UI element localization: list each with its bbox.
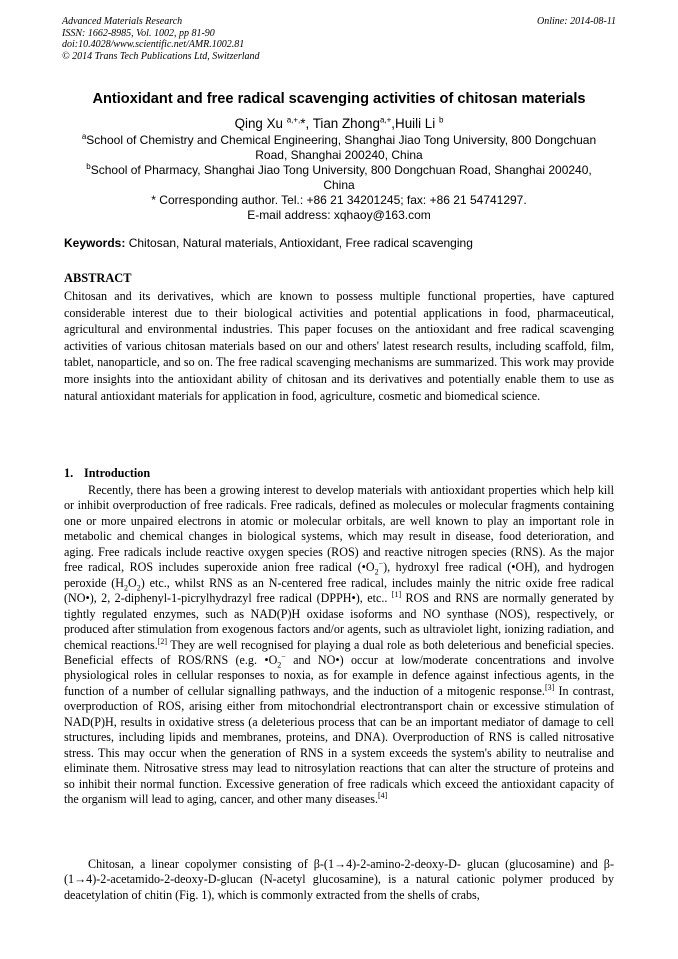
paragraph-text: and NO•) occur at low/moderate concentrations and involve physiological roles in cellular responses to noxia, as for example in defence against infectious agents, in the function of a number of cellular signalling pathways, and the induction of a mitogenic response. xyxy=(64,652,614,698)
paper-title: Antioxidant and free radical scavenging activities of chitosan materials xyxy=(92,91,586,107)
affiliation-text: School of Pharmacy, Shanghai Jiao Tong University, 800 Dongchuan Road, Shanghai 200240, xyxy=(90,163,592,177)
corresponding-author: * Corresponding author. Tel.: +86 21 34201245; fax: +86 21 54741297. xyxy=(151,193,527,207)
intro-paragraph-1 xyxy=(64,483,614,808)
paragraph-text: Recently, there has been a growing interest to develop materials with antioxidant properties which help kill or inhibit overproduction of free radicals. Free radicals, defined as molecules or molecular fragments containing one or more unpaired electrons in atomic or molecular orbitals, are well known to play an important role in metabolic and chemical changes in biological systems, which may result in disease, food deterioration, and aging. Free radicals include reactive oxygen species (ROS) and reactive nitrogen species (RNS). As the major free radical, ROS includes superoxide anion free radical (•O xyxy=(64,483,614,575)
paragraph-text: ), hydroxyl free radical (•OH), and hydrogen peroxide (H xyxy=(64,560,615,590)
author-name: Qing Xu xyxy=(234,116,287,131)
paragraph-text: They are well recognised for playing a dual role as both deleterious and beneficial species. Beneficial effects of ROS/RNS (e.g. •O xyxy=(64,637,614,667)
paragraph-text: In contrast, overproduction of ROS, arising either from mitochondrial electrontransport chain or excessive stimulation of NAD(P)H, results in oxidative stress (a deleterious process that can be an important mediator of damage to cell structures, including lipids and membranes, proteins, and DNA). Overproduction of RNS is called nitrosative stress. This may occur when the generation of RNS in a system exceeds the system's ability to neutralise and eliminate them. Nitrosative stress may lead to nitrosylation reactions that can alter the structure of proteins and so inhibit their normal function. Excessive generation of free radicals which exceed the antioxidant capacity of the organism will lead to aging, cancer, and other many diseases. xyxy=(64,683,614,807)
citation-link[interactable]: [2] xyxy=(157,636,168,646)
section-title: Introduction xyxy=(84,466,151,480)
online-date: Online: 2014-08-11 xyxy=(537,16,616,27)
section-number: 1. xyxy=(64,466,74,480)
keywords-line xyxy=(64,236,618,251)
issn-line: ISSN: 1662-8985, Vol. 1002, pp 81-90 xyxy=(62,27,215,39)
subscript: 2 xyxy=(123,583,128,593)
section-heading xyxy=(64,466,150,481)
subscript: 2 xyxy=(277,660,282,670)
abstract-heading: ABSTRACT xyxy=(64,271,132,285)
citation-link[interactable]: [4] xyxy=(377,791,388,801)
affiliation-text: China xyxy=(323,178,355,193)
keywords-label: Keywords: xyxy=(64,236,126,250)
paragraph-text: O xyxy=(127,575,137,590)
author-superscript: b xyxy=(438,115,444,125)
author-superscript: a,+ xyxy=(379,115,392,125)
contact-info xyxy=(62,193,616,224)
subscript: 2 xyxy=(136,583,141,593)
subscript: 2 xyxy=(374,567,379,577)
author-name: ,Huili Li xyxy=(391,116,439,131)
superscript: − xyxy=(378,559,384,569)
paragraph-text: ROS and RNS are normally generated by tightly regulated enzymes, such as NAD(P)H oxidase isoforms and NO synthase (NOS), respectively, or produced after stimulation from exogenous factors and/or agents, such as ultraviolet light, ionizing radiation, and chemical reactions. xyxy=(64,591,614,652)
corresponding-star: * xyxy=(300,116,306,131)
affiliation-b xyxy=(62,163,616,194)
affiliation-text: School of Chemistry and Chemical Engineering, Shanghai Jiao Tong University, 800 Dongchuan xyxy=(86,133,597,147)
keywords-text: Chitosan, Natural materials, Antioxidant, Free radical scavenging xyxy=(125,236,473,250)
affiliation-marker: b xyxy=(86,162,91,171)
intro-paragraph-2: Chitosan, a linear copolymer consisting of β-(1→4)-2-amino-2-deoxy-D- glucan (glucosamine) and β-(1→4)-2-acetamido-2-deoxy-D-glucan (N-acetyl glucosamine), is a natural cationic polymer produced by deacetylation of chitin (Fig. 1), which is commonly extracted from the shells of crabs, xyxy=(64,857,614,902)
journal-name: Advanced Materials Research xyxy=(62,16,183,27)
copyright-line: © 2014 Trans Tech Publications Ltd, Switzerland xyxy=(62,50,260,62)
citation-link[interactable]: [1] xyxy=(391,590,402,600)
doi-line[interactable]: doi:10.4028/www.scientific.net/AMR.1002.81 xyxy=(62,39,245,50)
author-name: , Tian Zhong xyxy=(305,116,380,131)
superscript: − xyxy=(281,651,286,661)
affiliation-a xyxy=(62,133,616,164)
journal-header xyxy=(62,16,260,62)
email-address[interactable]: E-mail address: xqhaoy@163.com xyxy=(247,208,431,223)
affiliation-text: Road, Shanghai 200240, China xyxy=(255,148,423,163)
citation-link[interactable]: [3] xyxy=(544,682,555,692)
abstract-text: Chitosan and its derivatives, which are known to possess multiple functional properties, have captured considerable interest due to their biological activities and potential applications in food, pharmaceutical, agricultural and environmental industries. This paper focuses on the antioxidant and free radical scavenging activities of various chitosan materials based on our and others' latest research results, including scaffold, film, tablet, nanoparticle, and so on. The free radical scavenging mechanisms are summarized. This work may provide more insights into the antioxidant ability of chitosan and its derivatives and potentially enable them to use as natural antioxidant materials for application in food, agriculture, cosmetic and biomedical science. xyxy=(64,289,614,403)
affiliation-marker: a xyxy=(81,132,87,141)
author-list xyxy=(62,115,616,132)
paragraph-text: ) etc., whilst RNS as an N-centered free radical, includes mainly the nitric oxide free radical (NO•), 2, 2-diphenyl-1-picrylhydrazyl free radical (DPPH•), etc.. xyxy=(64,575,614,606)
author-superscript: a,+, xyxy=(286,115,301,125)
